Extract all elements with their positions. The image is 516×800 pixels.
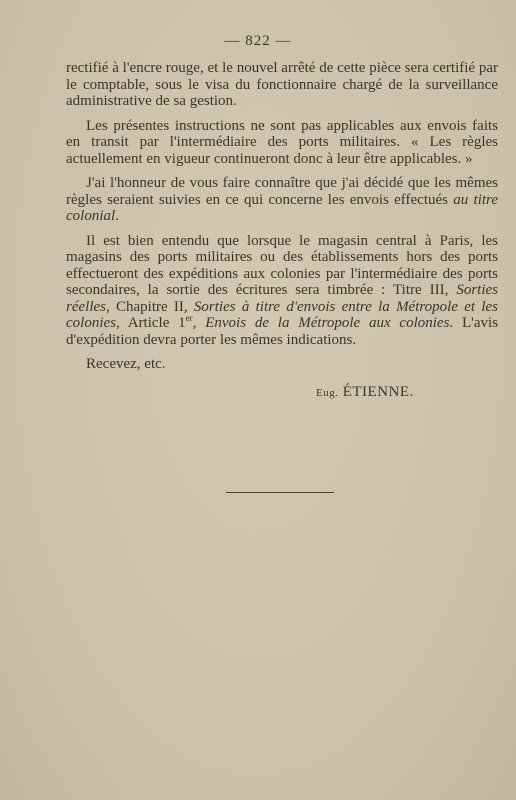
text-segment: . (115, 208, 119, 224)
superscript-text: er (185, 313, 193, 323)
italic-text: Sorties réelles (66, 282, 498, 315)
italic-text: Envois de la Métropole aux colonies (205, 315, 450, 331)
closing-rule (226, 492, 334, 493)
body-text (66, 60, 498, 373)
paragraph-p3 (66, 175, 498, 225)
text-segment: , Article 1 (116, 315, 186, 331)
paragraph-p2 (66, 118, 498, 168)
italic-text: Sorties à titre d'envois entre la Métropole et les colonies (66, 298, 499, 331)
text-segment: , (192, 315, 206, 331)
signature-last-name: ÉTIENNE. (342, 384, 414, 400)
italic-text: au titre colonial (66, 191, 498, 224)
text-segment: Les présentes instructions ne sont pas applicables aux envois faits en transit par l'intermédiaire des ports militaires. « Les règles actuellement en vigueur continueront donc à leur être applicables. » (66, 117, 498, 167)
paragraph-p4 (66, 233, 498, 349)
signature-first-name: Eug. (316, 387, 339, 399)
page-number: — 822 — (224, 33, 292, 49)
signature (316, 384, 414, 401)
text-segment: , Chapitre II, (105, 298, 194, 315)
text-segment: . L'avis d'expédition devra porter les mêmes indications. (66, 315, 498, 348)
text-segment: rectifié à l'encre rouge, et le nouvel arrêté de cette pièce sera certifié par le comptable, sous le visa du fonctionnaire chargé de la surveillance administrative de sa gestion. (66, 60, 498, 109)
paragraph-p5 (66, 356, 498, 373)
text-segment: J'ai l'honneur de vous faire connaître que j'ai décidé que les mêmes règles seraient suivies en ce qui concerne les envois effectués (66, 175, 498, 208)
paragraph-p1 (66, 60, 498, 110)
text-segment: Recevez, etc. (86, 356, 166, 372)
text-segment: Il est bien entendu que lorsque le magasin central à Paris, les magasins des ports militaires ou des établissements hors des ports effectueront des expéditions aux colonies par l'intermédiaire des ports secondaires, la sortie des écritures sera timbrée : Titre III, (66, 232, 498, 298)
